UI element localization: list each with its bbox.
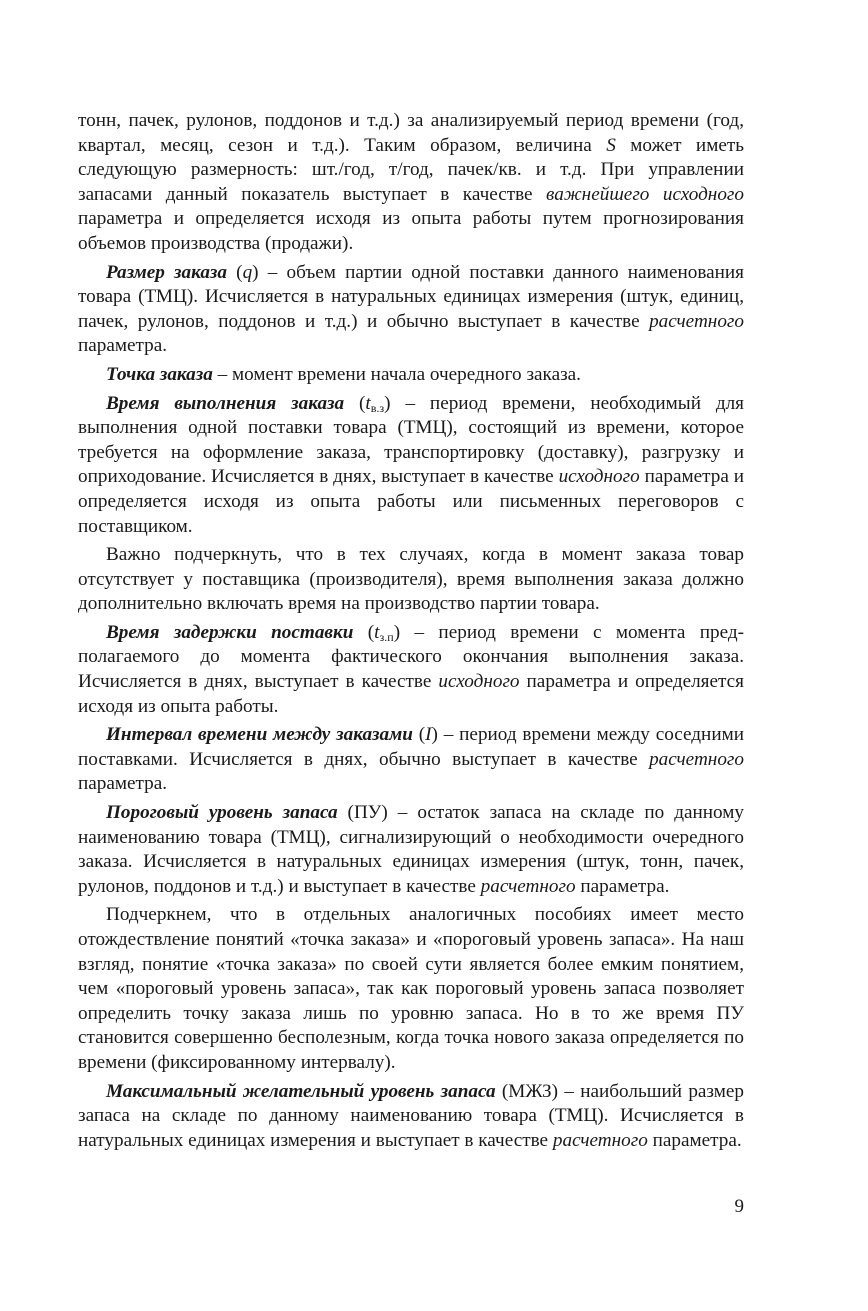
- subscript: в.з: [370, 400, 385, 415]
- text-segment: ) – период времени, необходимый для выполнения одной поставки товара (ТМЦ), состоящий из времени, которое требуется на оформление заказа, транспортировку (доставку), разгрузку и оприходование. Исчисляется в днях, выступает в качестве: [78, 392, 745, 488]
- text-segment: ) – период времени с момента предполагаемого до момента фактического окончания выполнения заказа. Исчисляется в днях, выступает в качестве: [78, 621, 745, 693]
- symbol-i: I: [425, 724, 432, 746]
- text-segment: тонн, пачек, рулонов, поддонов и т.д.) за анализируемый период времени (год, квартал, месяц, сезон и т.д.). Таким образом, величина: [78, 110, 744, 156]
- text-segment: параметра.: [647, 1129, 742, 1151]
- text-segment: может иметь следующую размерность: шт./год, т/год, пачек/кв. и т.д. При управлении запасами данный показатель выступает в качестве: [78, 134, 744, 205]
- paragraph-remark: [78, 903, 744, 1075]
- symbol-s: S: [606, 134, 616, 156]
- page-number: 9: [734, 1196, 744, 1217]
- emphasis: важнейшего исходного: [546, 183, 744, 205]
- term-delay-time: Время задержки поставки: [106, 621, 354, 643]
- text-segment: ) – период времени между соседними поставками. Исчисляется в днях, обычно выступает в качестве: [78, 724, 745, 770]
- text-segment: параметра и определяется исходя из опыта работы или письменных переговоров с поставщиком.: [78, 466, 744, 537]
- paragraph-delay-time: [78, 621, 744, 719]
- term-order-point: Точка заказа: [106, 363, 213, 385]
- term-lead-time: Время выполнения заказа: [106, 392, 345, 414]
- text-segment: параметра.: [575, 875, 670, 897]
- emphasis: расчетного: [552, 1129, 648, 1151]
- subscript: з.п: [379, 629, 394, 644]
- text-segment: (МЖЗ) – наибольший размер запаса на складе по данному наименованию товара (ТМЦ). Исчисляется в натуральных единицах измерения и выступает в качестве: [78, 1080, 744, 1151]
- symbol-q: q: [242, 261, 253, 283]
- symbol-t: t: [365, 392, 371, 414]
- paragraph-order-interval: [78, 723, 744, 797]
- symbol-t: t: [374, 621, 380, 643]
- text-segment: параметра и определяется исходя из опыта работы путем прогнозирования объемов производства (продажи).: [78, 208, 744, 254]
- text-segment: параметра и определяется исходя из опыта работы.: [78, 671, 744, 717]
- text-segment: ) – объем партии одной поставки данного наименования товара (ТМЦ). Исчисляется в натуральных единицах измерения (штук, единиц, пачек, рулонов, поддонов и т.д.) и обычно выступает в качестве: [78, 261, 745, 332]
- paragraph-threshold-level: [78, 801, 744, 899]
- paragraph-lead-time: [78, 392, 744, 540]
- paragraph-demand-volume: [78, 109, 744, 257]
- text-segment: параметра.: [78, 335, 168, 357]
- term-max-level: Максимальный желательный уровень запаса: [106, 1080, 496, 1102]
- text-segment: (: [412, 724, 426, 746]
- text-segment: Важно подчеркнуть, что в тех случаях, когда в момент заказа товар отсутствует у поставщика (производителя), время выполнения заказа должно дополнительно включать время на производство партии товара.: [78, 544, 744, 615]
- text-segment: (: [227, 261, 243, 283]
- emphasis: исходного: [558, 466, 640, 488]
- emphasis: расчетного: [480, 875, 576, 897]
- page-body: [78, 109, 744, 1157]
- paragraph-order-point: [78, 363, 744, 388]
- text-segment: (ПУ) – остаток запаса на складе по данному наименованию товара (ТМЦ), сигнализирующий о необходимости очередного заказа. Исчисляется в натуральных единицах измерения (штук, тонн, пачек, рулонов, поддонов и т.д.) и выступает в качестве: [78, 802, 744, 897]
- text-segment: Подчеркнем, что в отдельных аналогичных пособиях имеет место отождествление понятий «точка заказа» и «пороговый уровень запаса». На наш взгляд, понятие «точка заказа» по своей сути является более емким понятием, чем «пороговый уровень запаса», так как пороговый уровень запаса позволяет определить точку заказа лишь по уровню запаса. Но в то же время ПУ становится совершенно бесполезным, когда точка нового заказа определяется по времени (фиксированному интервалу).: [78, 904, 744, 1073]
- term-order-size: Размер заказа: [106, 261, 228, 283]
- paragraph-order-size: [78, 261, 744, 359]
- text-segment: (: [353, 621, 375, 643]
- text-segment: – момент времени начала очередного заказа.: [212, 363, 581, 385]
- text-segment: (: [344, 392, 366, 414]
- term-threshold-level: Пороговый уровень запаса: [106, 802, 338, 824]
- emphasis: расчетного: [649, 310, 744, 332]
- text-segment: параметра.: [78, 773, 168, 795]
- emphasis: исходного: [438, 671, 520, 693]
- term-order-interval: Интервал времени между заказами: [106, 724, 413, 746]
- paragraph-max-level: [78, 1080, 744, 1154]
- paragraph-lead-time-note: [78, 543, 744, 617]
- emphasis: расчетного: [649, 748, 744, 770]
